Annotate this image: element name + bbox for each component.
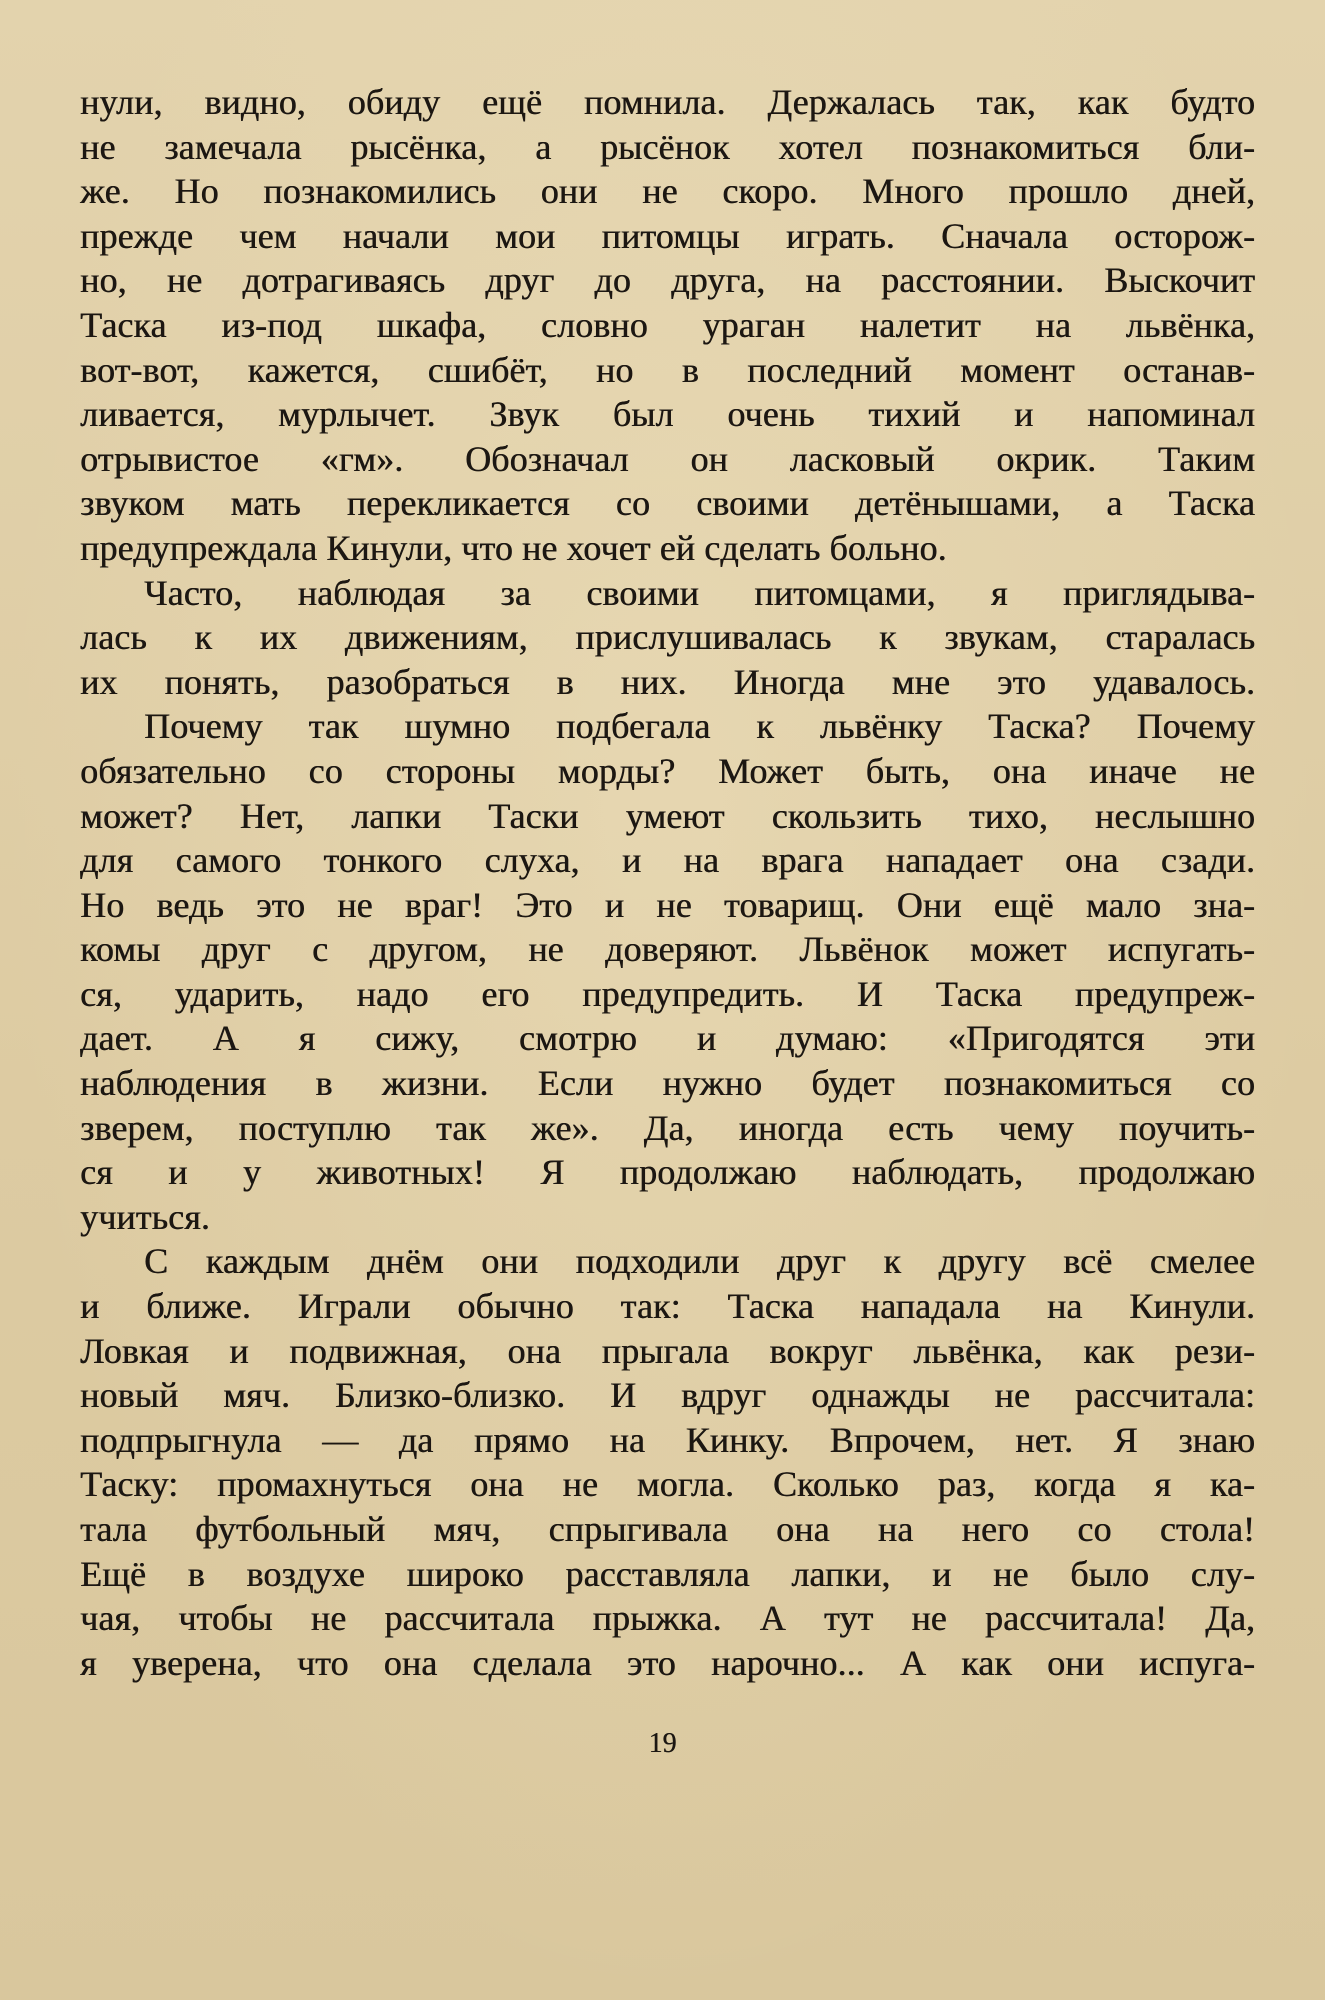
text-line: отрывистое «гм». Обозначал он ласковый окрик. Таким (80, 438, 1255, 479)
text-line: Но ведь это не враг! Это и не товарищ. Они ещё мало зна- (80, 884, 1255, 925)
text-line: может? Нет, лапки Таски умеют скользить тихо, неслышно (80, 795, 1255, 836)
text-line: С каждым днём они подходили друг к другу всё смелее (144, 1241, 1255, 1282)
text-line: же. Но познакомились они не скоро. Много прошло дней, (80, 171, 1255, 212)
text-line: вот-вот, кажется, сшибёт, но в последний момент останав- (80, 349, 1255, 390)
text-line: обязательно со стороны морды? Может быть, она иначе не (80, 750, 1255, 791)
text-line: новый мяч. Близко-близко. И вдруг однажды не рассчитала: (80, 1375, 1255, 1416)
text-line: я уверена, что она сделала это нарочно... А как они испуга- (80, 1642, 1255, 1683)
text-line: не замечала рысёнка, а рысёнок хотел познакомиться бли- (80, 126, 1255, 167)
text-line: подпрыгнула — да прямо на Кинку. Впрочем, нет. Я знаю (80, 1419, 1255, 1460)
text-line: учиться. (80, 1196, 210, 1237)
text-line: Почему так шумно подбегала к львёнку Таска? Почему (144, 706, 1255, 747)
text-line: их понять, разобраться в них. Иногда мне это удавалось. (80, 661, 1255, 702)
text-line: предупреждала Кинули, что не хочет ей сделать больно. (80, 527, 947, 568)
text-line: Ловкая и подвижная, она прыгала вокруг львёнка, как рези- (80, 1330, 1255, 1371)
text-line: ливается, мурлычет. Звук был очень тихий и напоминал (80, 394, 1255, 435)
text-line: дает. А я сижу, смотрю и думаю: «Пригодятся эти (80, 1018, 1255, 1059)
text-line: прежде чем начали мои питомцы играть. Сначала осторож- (80, 215, 1255, 256)
body-text (80, 80, 1255, 1685)
text-line: зверем, поступлю так же». Да, иногда есть чему поучить- (80, 1107, 1255, 1148)
text-line: звуком мать перекликается со своими детёнышами, а Таска (80, 483, 1255, 524)
text-line: для самого тонкого слуха, и на врага нападает она сзади. (80, 840, 1255, 881)
text-line: лась к их движениям, прислушивалась к звукам, старалась (80, 617, 1255, 658)
text-line: ся, ударить, надо его предупредить. И Таска предупреж- (80, 973, 1255, 1014)
text-line: тала футбольный мяч, спрыгивала она на него со стола! (80, 1509, 1255, 1549)
text-line: чая, чтобы не рассчитала прыжка. А тут не рассчитала! Да, (80, 1598, 1255, 1639)
text-line: Таска из-под шкафа, словно ураган налетит на львёнка, (80, 304, 1255, 345)
text-line: и ближе. Играли обычно так: Таска нападала на Кинули. (80, 1286, 1255, 1327)
page-number: 19 (648, 1728, 677, 1759)
text-line: Часто, наблюдая за своими питомцами, я приглядыва- (144, 572, 1255, 613)
text-line: комы друг с другом, не доверяют. Львёнок может испугать- (80, 929, 1255, 970)
text-line: ся и у животных! Я продолжаю наблюдать, продолжаю (80, 1152, 1255, 1193)
text-line: но, не дотрагиваясь друг до друга, на расстоянии. Выскочит (80, 260, 1255, 301)
text-line: Ещё в воздухе широко расставляла лапки, и не было слу- (80, 1553, 1255, 1594)
text-line: нули, видно, обиду ещё помнила. Держалась так, как будто (80, 82, 1255, 122)
text-line: Таску: промахнуться она не могла. Сколько раз, когда я ка- (80, 1464, 1255, 1505)
text-line: наблюдения в жизни. Если нужно будет познакомиться со (80, 1063, 1255, 1104)
